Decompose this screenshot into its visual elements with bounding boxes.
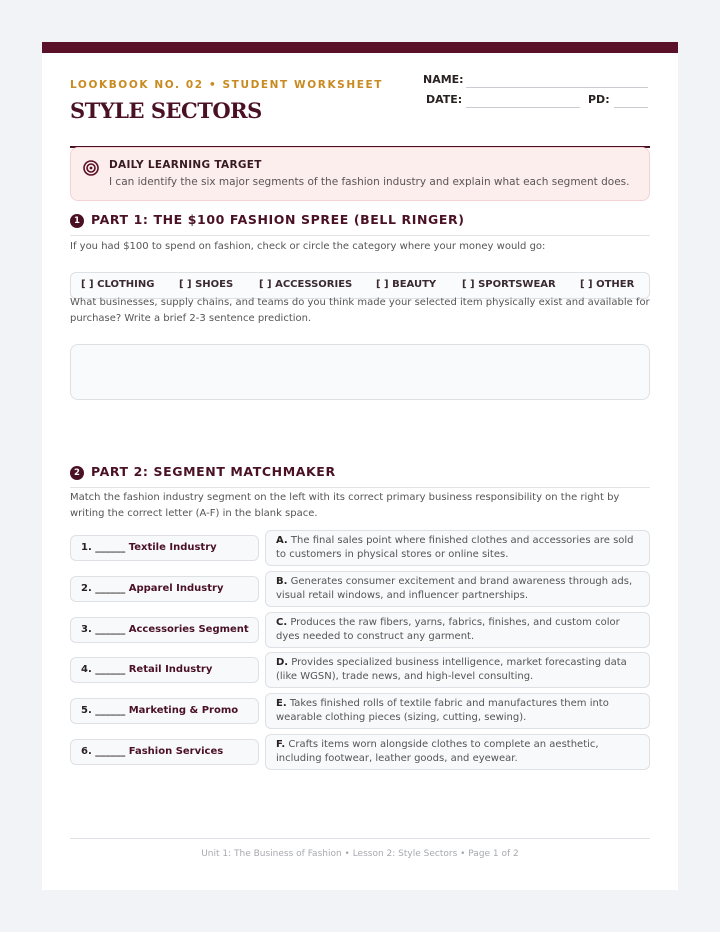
part2-number-badge: 2 bbox=[70, 466, 84, 480]
segment-label: Fashion Services bbox=[128, 746, 224, 757]
responsibility-text: Crafts items worn alongside clothes to complete an aesthetic, including footwear, leather goods, and eyewear. bbox=[276, 739, 599, 764]
part1-title: PART 1: THE $100 FASHION SPREE (BELL RINGER) bbox=[91, 212, 465, 227]
responsibility-item bbox=[265, 693, 650, 729]
page-footer: Unit 1: The Business of Fashion • Lesson 2: Style Sectors • Page 1 of 2 bbox=[201, 849, 519, 859]
segment-blank: 5. ______ bbox=[81, 705, 126, 716]
part2-title: PART 2: SEGMENT MATCHMAKER bbox=[91, 464, 336, 479]
segment-label: Accessories Segment bbox=[128, 624, 249, 635]
responsibility-item bbox=[265, 734, 650, 770]
part1-heading bbox=[70, 212, 650, 236]
learning-target-title: DAILY LEARNING TARGET bbox=[109, 159, 262, 171]
date-field[interactable] bbox=[466, 107, 580, 108]
prediction-answer-box[interactable] bbox=[70, 344, 650, 400]
part1-number-badge: 1 bbox=[70, 214, 84, 228]
footer-divider bbox=[70, 838, 650, 839]
name-field[interactable] bbox=[466, 87, 648, 88]
responsibility-text: Takes finished rolls of textile fabric and manufactures them into wearable clothing pieces (sizing, cutting, sewing). bbox=[276, 698, 609, 723]
option-shoes[interactable]: [ ] SHOES bbox=[179, 279, 234, 290]
worksheet-header bbox=[70, 53, 650, 148]
segment-label: Apparel Industry bbox=[128, 583, 224, 594]
segment-label: Marketing & Promo bbox=[128, 705, 239, 716]
kicker-text: LOOKBOOK NO. 02 • STUDENT WORKSHEET bbox=[70, 79, 384, 91]
worksheet-page bbox=[42, 42, 678, 890]
responsibility-letter: D. bbox=[276, 657, 289, 668]
responsibility-text: Produces the raw fibers, yarns, fabrics, finishes, and custom color dyes needed to construct any garment. bbox=[276, 617, 620, 642]
segment-item[interactable] bbox=[70, 535, 259, 561]
responsibility-text: Generates consumer excitement and brand awareness through ads, visual retail windows, and influencer partnerships. bbox=[276, 576, 633, 601]
part2-heading bbox=[70, 464, 650, 488]
responsibility-letter: A. bbox=[276, 535, 288, 546]
responsibility-text: The final sales point where finished clothes and accessories are sold to customers in physical stores or online sites. bbox=[276, 535, 634, 560]
responsibility-item bbox=[265, 530, 650, 566]
segment-blank: 4. ______ bbox=[81, 664, 126, 675]
option-beauty[interactable]: [ ] BEAUTY bbox=[376, 279, 437, 290]
period-field[interactable] bbox=[614, 107, 648, 108]
responsibility-letter: C. bbox=[276, 617, 288, 628]
segment-item[interactable] bbox=[70, 739, 259, 765]
option-clothing[interactable]: [ ] CLOTHING bbox=[81, 279, 155, 290]
segment-item[interactable] bbox=[70, 617, 259, 643]
learning-target-box bbox=[70, 147, 650, 201]
segment-blank: 6. ______ bbox=[81, 746, 126, 757]
segment-blank: 2. ______ bbox=[81, 583, 126, 594]
responsibility-item bbox=[265, 612, 650, 648]
segment-blank: 3. ______ bbox=[81, 624, 126, 635]
segment-blank: 1. ______ bbox=[81, 542, 126, 553]
part1-instruction: If you had $100 to spend on fashion, check or circle the category where your money would go: bbox=[70, 241, 546, 252]
responsibility-text: Provides specialized business intelligence, market forecasting data (like WGSN), trade news, and high-level consulting. bbox=[276, 657, 627, 682]
page-title: STYLE SECTORS bbox=[70, 98, 262, 123]
name-label: NAME: bbox=[423, 73, 464, 86]
segment-item[interactable] bbox=[70, 698, 259, 724]
segment-item[interactable] bbox=[70, 657, 259, 683]
part1-prompt: What businesses, supply chains, and teams do you think made your selected item physically exist and available for purchase? Write a brief 2-3 sentence prediction. bbox=[70, 297, 650, 324]
responsibility-letter: E. bbox=[276, 698, 287, 709]
responsibility-letter: B. bbox=[276, 576, 288, 587]
period-label: PD: bbox=[588, 93, 610, 106]
date-label: DATE: bbox=[426, 93, 463, 106]
target-icon bbox=[83, 160, 99, 176]
responsibility-item bbox=[265, 652, 650, 688]
learning-target-text: I can identify the six major segments of the fashion industry and explain what each segment does. bbox=[109, 176, 630, 188]
option-other[interactable]: [ ] OTHER bbox=[580, 279, 635, 290]
segment-label: Textile Industry bbox=[128, 542, 217, 553]
part2-instruction: Match the fashion industry segment on the left with its correct primary business responsibility on the right by writing the correct letter (A-F) in the blank space. bbox=[70, 492, 620, 519]
responsibility-item bbox=[265, 571, 650, 607]
option-accessories[interactable]: [ ] ACCESSORIES bbox=[259, 279, 353, 290]
segment-item[interactable] bbox=[70, 576, 259, 602]
responsibility-letter: F. bbox=[276, 739, 286, 750]
segment-label: Retail Industry bbox=[128, 664, 213, 675]
option-sportswear[interactable]: [ ] SPORTSWEAR bbox=[462, 279, 556, 290]
